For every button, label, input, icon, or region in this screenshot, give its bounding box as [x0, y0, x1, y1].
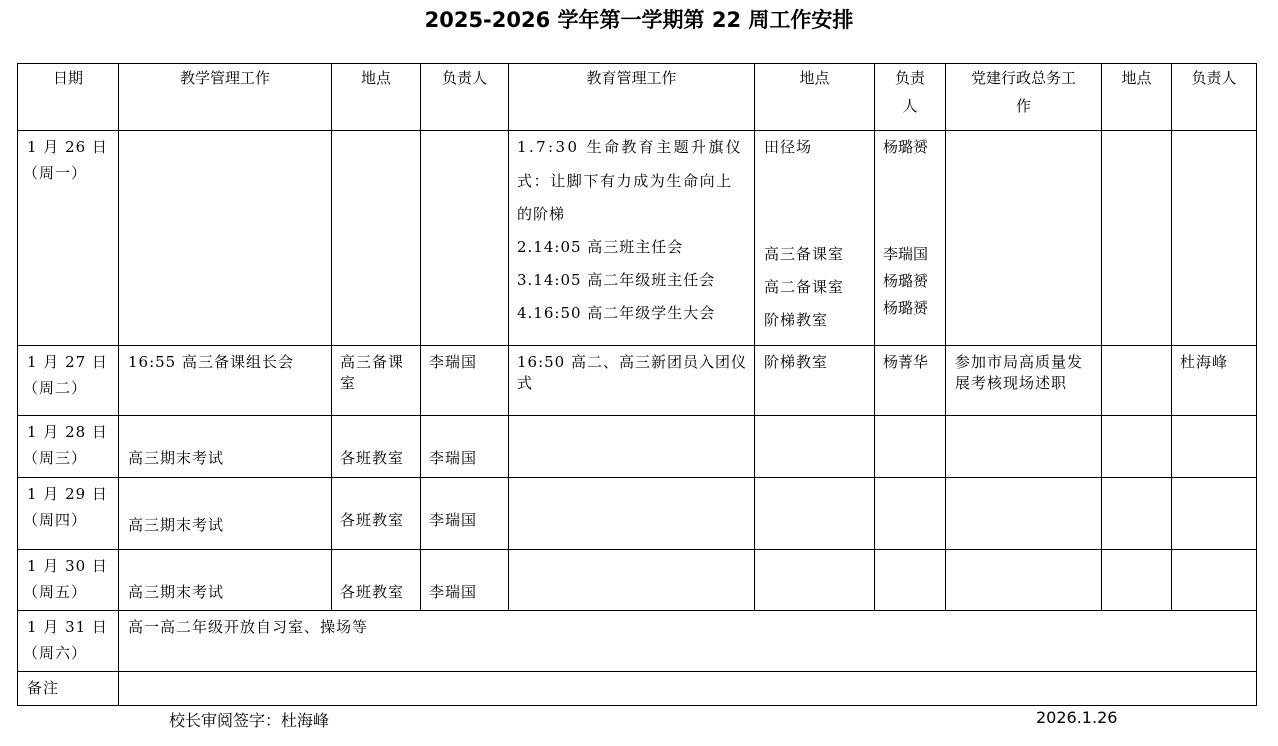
header-owner-2: 负责 人 [875, 64, 946, 131]
teaching-cell [119, 478, 332, 550]
owner-1-cell [421, 550, 509, 611]
owner-item: 李瑞国 [429, 449, 478, 467]
education-cell [509, 550, 755, 611]
weekday-text: （周四） [23, 511, 88, 529]
merged-cell [119, 611, 1257, 672]
owner-2-cell [875, 416, 946, 478]
header-owner-3: 负责人 [1172, 64, 1257, 131]
location-1-cell [332, 416, 421, 478]
date-cell [18, 346, 119, 416]
table-row [18, 550, 1257, 611]
table-row [18, 416, 1257, 478]
weekday-text: （周三） [23, 449, 88, 467]
education-item: 2.14:05 高三班主任会 [517, 238, 684, 256]
location-item: 各班教室 [340, 511, 405, 529]
location-item: 各班教室 [340, 449, 405, 467]
owner-3-cell [1172, 346, 1257, 416]
header-location-3: 地点 [1102, 64, 1172, 131]
owner-2-cell [875, 346, 946, 416]
owner-1-cell [421, 131, 509, 346]
owner-item: 杨璐赟 [883, 299, 929, 317]
principal-signature: 校长审阅签字：杜海峰 [169, 711, 330, 730]
education-cell [509, 478, 755, 550]
owner-3-cell [1172, 550, 1257, 611]
location-2-cell [755, 131, 875, 346]
teaching-cell [119, 346, 332, 416]
table-row [18, 131, 1257, 346]
education-item: 16:50 高二、高三新团员入团仪 [517, 353, 747, 371]
remarks-value-cell [119, 672, 1257, 706]
date-cell [18, 416, 119, 478]
date-text: 1 月 28 日 [27, 423, 108, 441]
weekday-text: （周二） [23, 379, 88, 397]
owner-item: 杨璐赟 [883, 272, 929, 290]
location-item: 高三备课 [340, 353, 405, 371]
teaching-item: 高三期末考试 [128, 516, 225, 534]
header-education: 教育管理工作 [509, 64, 755, 131]
teaching-item: 高三期末考试 [128, 583, 225, 601]
owner-2-cell [875, 550, 946, 611]
owner-2-cell [875, 478, 946, 550]
location-item: 阶梯教室 [764, 353, 829, 371]
date-cell [18, 550, 119, 611]
date-text: 1 月 30 日 [27, 557, 108, 575]
location-3-cell [1102, 346, 1172, 416]
location-2-cell [755, 478, 875, 550]
owner-item: 李瑞国 [429, 583, 478, 601]
header-teaching: 教学管理工作 [119, 64, 332, 131]
header-party: 党建行政总务工 作 [946, 64, 1102, 131]
weekday-text: （周六） [23, 644, 88, 662]
date-text: 1 月 27 日 [27, 353, 108, 371]
date-text: 1 月 26 日 [27, 138, 108, 156]
merged-text: 高一高二年级开放自习室、操场等 [128, 618, 369, 636]
date-text: 1 月 31 日 [27, 618, 108, 636]
location-3-cell [1102, 550, 1172, 611]
teaching-item: 高三期末考试 [128, 449, 225, 467]
location-item: 室 [340, 374, 357, 392]
remarks-label: 备注 [27, 679, 60, 697]
date-cell [18, 611, 119, 672]
owner-item: 杨璐赟 [883, 138, 929, 156]
owner-item: 杜海峰 [1180, 353, 1229, 371]
owner-item: 李瑞国 [429, 353, 478, 371]
location-1-cell [332, 131, 421, 346]
education-item: 3.14:05 高二年级班主任会 [517, 271, 716, 289]
teaching-cell [119, 416, 332, 478]
owner-3-cell [1172, 478, 1257, 550]
teaching-item: 16:55 高三备课组长会 [128, 353, 294, 371]
location-item: 各班教室 [340, 583, 405, 601]
education-cell [509, 416, 755, 478]
party-cell [946, 550, 1102, 611]
location-3-cell [1102, 478, 1172, 550]
schedule-table [17, 63, 1257, 706]
header-location-1: 地点 [332, 64, 421, 131]
owner-item: 杨菁华 [883, 353, 929, 371]
party-item: 展考核现场述职 [955, 374, 1068, 392]
owner-2-cell [875, 131, 946, 346]
education-item: 的阶梯 [517, 205, 566, 223]
party-item: 参加市局高质量发 [955, 353, 1084, 371]
education-cell [509, 346, 755, 416]
page-title: 2025-2026 学年第一学期第 22 周工作安排 [424, 8, 854, 32]
date-cell [18, 131, 119, 346]
teaching-cell [119, 550, 332, 611]
location-item: 高二备课室 [764, 278, 845, 296]
owner-3-cell [1172, 416, 1257, 478]
table-row [18, 346, 1257, 416]
owner-1-cell [421, 346, 509, 416]
remarks-label-cell [18, 672, 119, 706]
header-date: 日期 [18, 64, 119, 131]
location-1-cell [332, 478, 421, 550]
owner-1-cell [421, 478, 509, 550]
education-item: 式 [517, 374, 534, 392]
sign-date: 2026.1.26 [1036, 708, 1118, 727]
party-cell [946, 131, 1102, 346]
education-item: 1.7:30 生命教育主题升旗仪 [517, 138, 744, 156]
header-owner-1: 负责人 [421, 64, 509, 131]
header-row [18, 64, 1257, 131]
table-row [18, 611, 1257, 672]
location-item: 高三备课室 [764, 245, 845, 263]
owner-item: 李瑞国 [883, 245, 929, 263]
owner-item: 李瑞国 [429, 511, 478, 529]
location-2-cell [755, 346, 875, 416]
location-3-cell [1102, 416, 1172, 478]
date-cell [18, 478, 119, 550]
header-location-2: 地点 [755, 64, 875, 131]
location-2-cell [755, 416, 875, 478]
owner-1-cell [421, 416, 509, 478]
weekday-text: （周一） [23, 164, 88, 182]
party-cell [946, 346, 1102, 416]
location-1-cell [332, 550, 421, 611]
location-1-cell [332, 346, 421, 416]
education-item: 式：让脚下有力成为生命向上 [517, 172, 733, 190]
location-2-cell [755, 550, 875, 611]
weekday-text: （周五） [23, 583, 88, 601]
table-row [18, 478, 1257, 550]
party-cell [946, 416, 1102, 478]
location-item: 阶梯教室 [764, 311, 829, 329]
location-3-cell [1102, 131, 1172, 346]
date-text: 1 月 29 日 [27, 485, 108, 503]
party-cell [946, 478, 1102, 550]
owner-3-cell [1172, 131, 1257, 346]
remarks-row [18, 672, 1257, 706]
education-item: 4.16:50 高二年级学生大会 [517, 304, 716, 322]
teaching-cell [119, 131, 332, 346]
education-cell [509, 131, 755, 346]
location-item: 田径场 [764, 138, 813, 156]
